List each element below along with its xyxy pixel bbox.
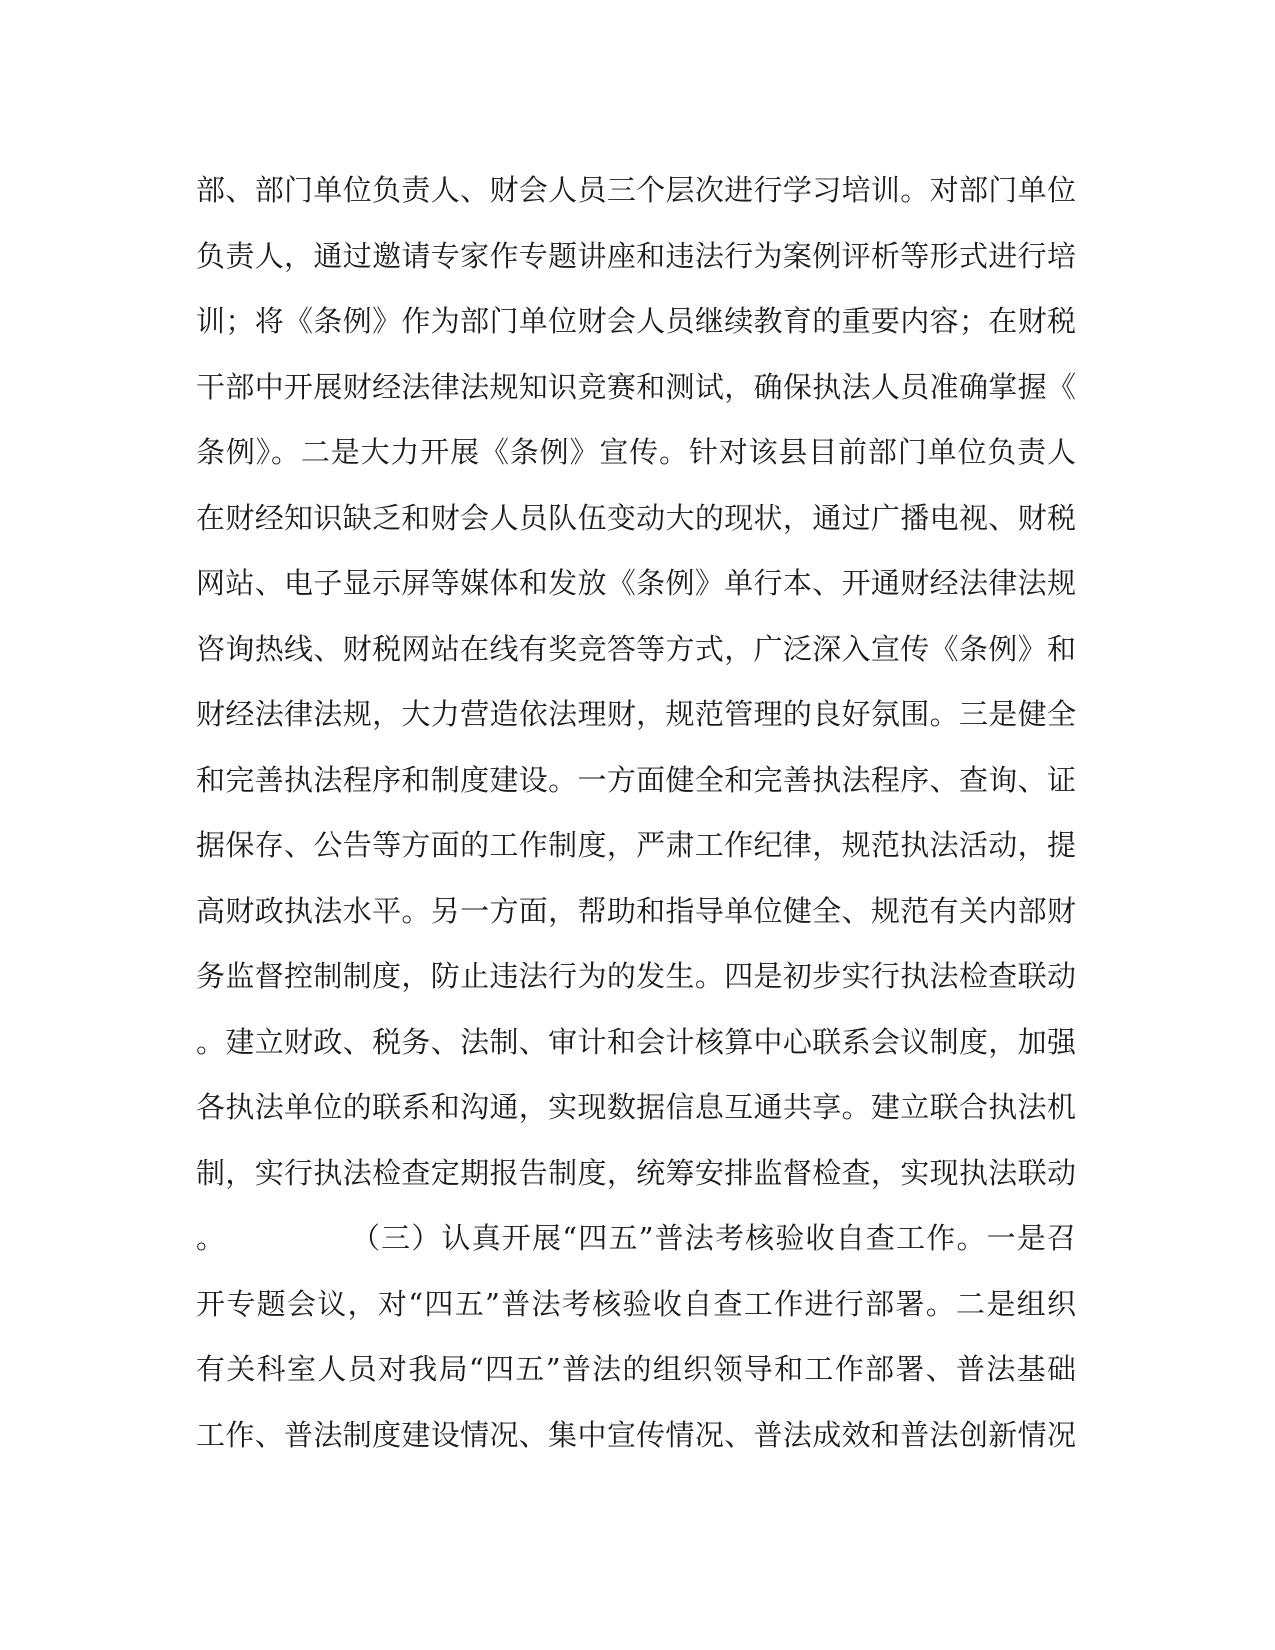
- text-line: 在财经知识缺乏和财会人员队伍变动大的现状，通过广播电视、财税: [196, 500, 1076, 535]
- text-line: 财经法律法规，大力营造依法理财，规范管理的良好氛围。三是健全: [196, 697, 1076, 731]
- text-line: 干部中开展财经法律法规知识竞赛和测试，确保执法人员准确掌握《: [196, 369, 1076, 404]
- body-text: [196, 158, 1076, 1468]
- text-line: 。 （三）认真开展“四五”普法考核验收自查工作。一是召: [196, 1221, 1076, 1255]
- text-line: 网站、电子显示屏等媒体和发放《条例》单行本、开通财经法律法规: [196, 566, 1076, 600]
- text-line: 咨询热线、财税网站在线有奖竞答等方式，广泛深入宣传《条例》和: [196, 631, 1076, 666]
- text-line: 工作、普法制度建设情况、集中宣传情况、普法成效和普法创新情况: [196, 1417, 1076, 1452]
- text-line: 据保存、公告等方面的工作制度，严肃工作纪律，规范执法活动，提: [196, 828, 1076, 862]
- text-line: 和完善执法程序和制度建设。一方面健全和完善执法程序、查询、证: [196, 762, 1076, 797]
- text-line: 条例》。二是大力开展《条例》宣传。针对该县目前部门单位负责人: [196, 435, 1076, 469]
- text-line: 负责人，通过邀请专家作专题讲座和违法行为案例评析等形式进行培: [196, 238, 1076, 273]
- text-line: 。建立财政、税务、法制、审计和会计核算中心联系会议制度，加强: [196, 1024, 1076, 1059]
- text-line: 部、部门单位负责人、财会人员三个层次进行学习培训。对部门单位: [196, 173, 1076, 207]
- text-line: 制，实行执法检查定期报告制度，统筹安排监督检查，实现执法联动: [196, 1155, 1076, 1190]
- text-line: 务监督控制制度，防止违法行为的发生。四是初步实行执法检查联动: [196, 959, 1076, 993]
- text-line: 各执法单位的联系和沟通，实现数据信息互通共享。建立联合执法机: [196, 1090, 1076, 1124]
- text-line: 高财政执法水平。另一方面，帮助和指导单位健全、规范有关内部财: [196, 893, 1076, 928]
- text-line: 有关科室人员对我局“四五”普法的组织领导和工作部署、普法基础: [196, 1352, 1076, 1386]
- text-line: 开专题会议，对“四五”普法考核验收自查工作进行部署。二是组织: [196, 1286, 1076, 1321]
- text-line: 训；将《条例》作为部门单位财会人员继续教育的重要内容；在财税: [196, 304, 1076, 338]
